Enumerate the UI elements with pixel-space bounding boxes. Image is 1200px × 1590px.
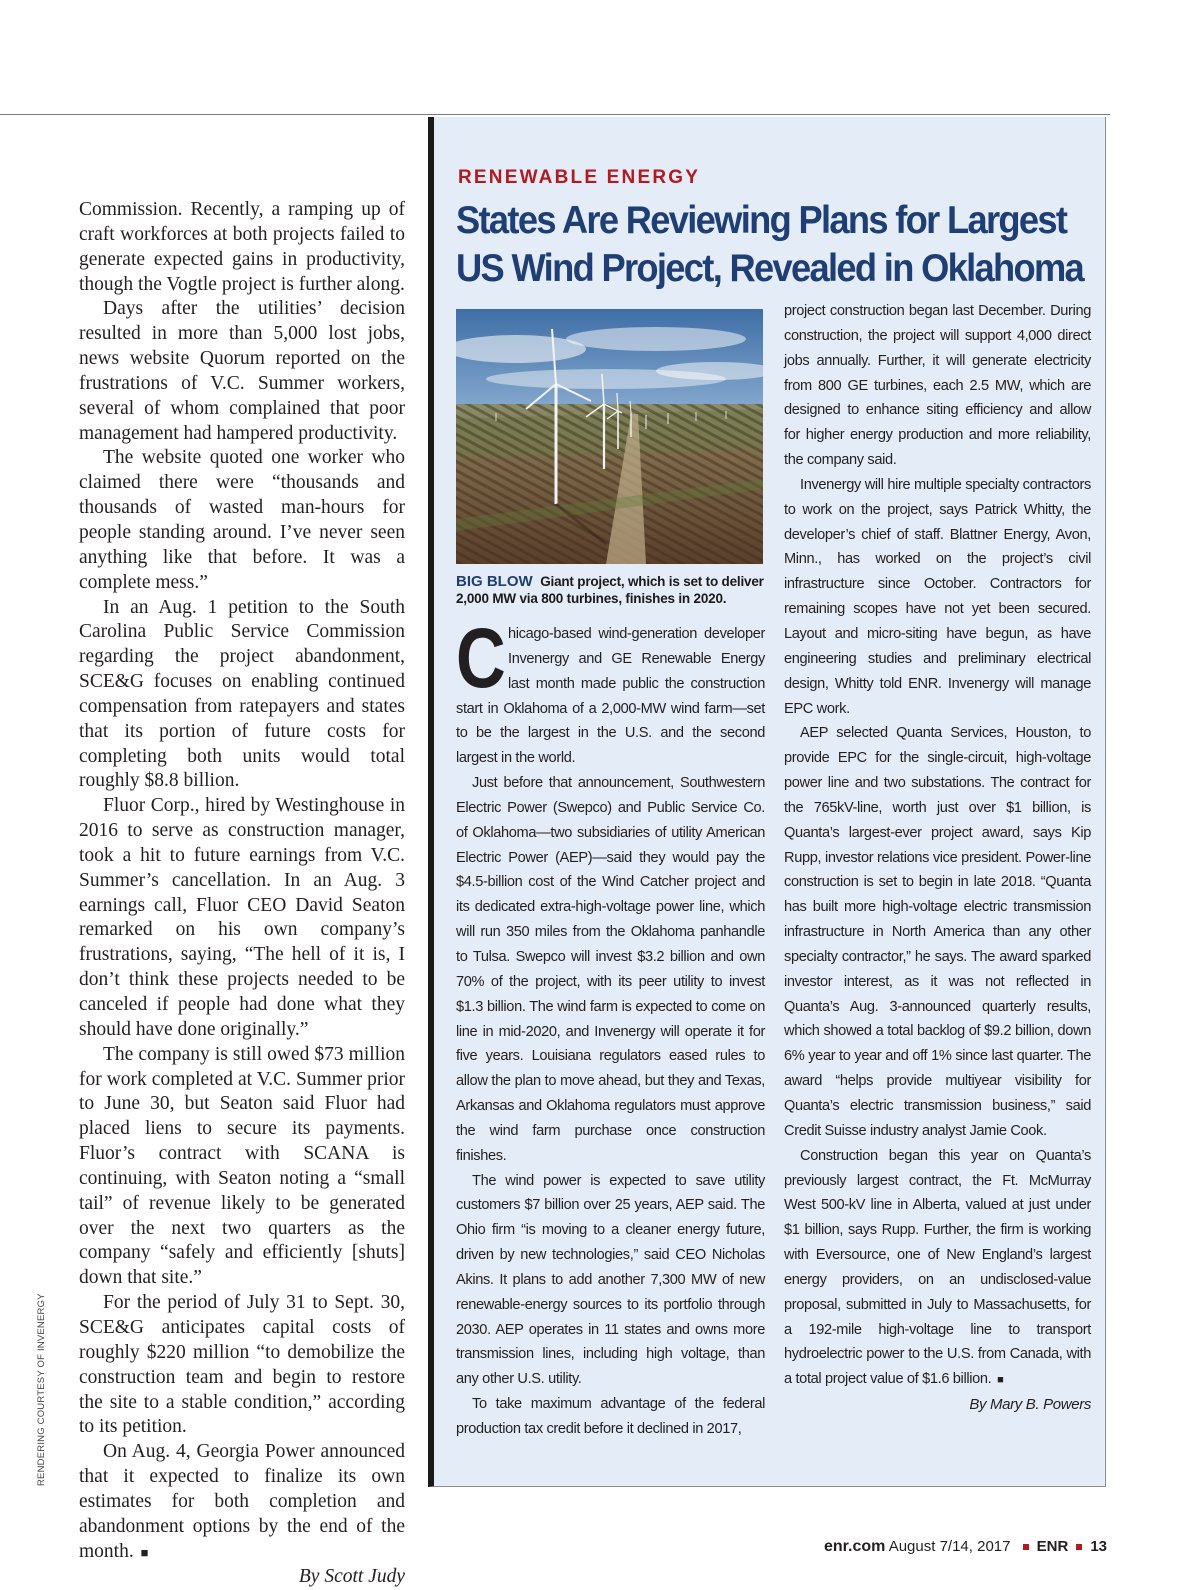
sidebar-paragraph-text: Construction began this year on Quanta’s previously largest contract, the Ft. McMurray West 500-kV line in Alberta, valued at just under $1 billion, says Rupp. Further, the firm is working with Eversource, one of New England’s largest energy providers, on an undisclosed-value proposal, submitted in July to Massachusetts, for a 192-mile high-voltage line to transport hydroelectric power to the U.S. from Canada, with a total project value of $1.6 billion. xyxy=(784,1147,1091,1388)
left-paragraph: For the period of July 31 to Sept. 30, SCE&G anticipates capital costs of roughly $220 million “to demobilize the construction team and begin to restore the site to a stable condition,” according to its petition. xyxy=(79,1292,405,1438)
sidebar-middle-column xyxy=(456,611,765,1442)
left-paragraph-text: On Aug. 4, Georgia Power announced that it expected to finalize its own estimates for both completion and abandonment options by the end of the month. xyxy=(79,1441,405,1562)
page-number: 13 xyxy=(1090,1538,1107,1555)
sidebar-paragraph: Just before that announcement, Southwestern Electric Power (Swepco) and Public Service Co. of Oklahoma—two subsidiaries of utility American Electric Power (AEP)—said they would pay the $4.5-billion cost of the Wind Catcher project and its dedicated extra-high-voltage power line, which will run 350 miles from the Oklahoma panhandle to Tulsa. Swepco will invest $3.2 billion and own 70% of the project, with its peer utility to invest $1.3 billion. The wind farm is expected to come on line in mid-2020, and Invenergy will operate it for five years. Louisiana regulators eased rules to allow the plan to move ahead, but they and Texas, Arkansas and Oklahoma regulators must approve the wind farm purchase once construction finishes. xyxy=(456,775,765,1164)
headline-line: US Wind Project, Revealed in Oklahoma xyxy=(456,247,1084,290)
byline-sidebar: By Mary B. Powers xyxy=(969,1396,1091,1414)
sidebar-right-column xyxy=(784,299,1091,1418)
sidebar-paragraph: To take maximum advantage of the federal production tax credit before it declined in 2017, xyxy=(456,1396,765,1437)
wind-farm-photo xyxy=(456,309,763,564)
footer-brand: ENR xyxy=(1036,1538,1069,1555)
sidebar-paragraph: AEP selected Quanta Services, Houston, to provide EPC for the single-circuit, high-voltage power line and two substations. The contract for the 765kV-line, worth just over $1 billion, is Quanta’s largest-ever project award, says Kip Rupp, investor relations vice president. Power-line construction is set to begin in late 2018. “Quanta has built more high-voltage electric transmission infrastructure in North America than any other specialty contractor,” he says. The award sparked investor interest, as it was not reflected in Quanta’s Aug. 3-announced quarterly results, which showed a total backlog of $9.2 billion, down 6% year to year and off 1% since last quarter. The award “helps provide multiyear visibility for Quanta’s electric transmission business,” said Credit Suisse industry analyst Jamie Cook. xyxy=(784,725,1091,1139)
byline-left: By Scott Judy xyxy=(298,1566,405,1588)
caption-head: BIG BLOW xyxy=(456,573,533,590)
left-paragraph: Days after the utilities’ decision resulted in more than 5,000 lost jobs, news website Quorum reported on the frustrations of V.C. Summer workers, several of whom complained that poor management had hampered productivity. xyxy=(79,298,405,444)
wind-farm-illustration xyxy=(456,309,763,564)
sidebar-paragraph: Invenergy will hire multiple specialty contractors to work on the project, says Patrick Whitty, the developer’s chief of staff. Blattner Energy, Avon, Minn., has worked on the project’s civil infrastructure since October. Contractors for remaining scopes have not yet been secured. Layout and micro-siting have begun, as have engineering studies and preliminary electrical design, Whitty told ENR. Invenergy will manage EPC work. xyxy=(784,476,1091,717)
image-credit: RENDERING COURTESY OF INVENERGY xyxy=(36,1293,47,1486)
sidebar-paragraph: The wind power is expected to save utility customers $7 billion over 25 years, AEP said. The Ohio firm “is moving to a cleaner energy future, driven by new technologies,” said CEO Nicholas Akins. It plans to add another 7,300 MW of new renewable-energy sources to its portfolio through 2030. AEP operates in 11 states and owns more transmission lines, including high voltage, than any other U.S. utility. xyxy=(456,1172,765,1388)
left-paragraph: Fluor Corp., hired by Westinghouse in 2016 to serve as construction manager, took a hit to future earnings from V.C. Summer’s cancellation. In an Aug. 3 earnings call, Fluor CEO David Seaton remarked on his own company’s frustrations, saying, “The hell of it is, I don’t think these projects needed to be canceled if people had done what they should have done originally.” xyxy=(79,795,405,1040)
left-paragraph-last xyxy=(79,1440,405,1565)
left-paragraph: The website quoted one worker who claimed there were “thousands and thousands of wasted man-hours for people standing around. I’ve never seen anything like that before. It was a complete mess.” xyxy=(79,447,405,593)
left-paragraph: Commission. Recently, a ramping up of craft workforces at both projects failed to generate expected gains in productivity, though the Vogtle project is further along. xyxy=(79,199,405,295)
section-kicker: RENEWABLE ENERGY xyxy=(458,167,701,188)
caption-text: Giant project, which is set to deliver 2,000 MW via 800 turbines, finishes in 2020. xyxy=(456,574,764,606)
headline-line: States Are Reviewing Plans for Largest xyxy=(456,199,1067,242)
lead-text: hicago-based wind-generation developer Invenergy and GE Renewable Energy last month made public the construction start in Oklahoma of a 2,000-MW wind farm—set to be the largest in the U.S. and the second largest in the world. xyxy=(456,626,765,767)
left-paragraph: The company is still owed $73 million for work completed at V.C. Summer prior to June 30, but Seaton said Fluor had placed liens to secure its payments. Fluor’s contract with SCANA is continuing, with Seaton noting a “small tail” of revenue likely to be generated over the next two quarters as the company “safely and efficiently [shuts] down that site.” xyxy=(79,1043,405,1289)
end-mark-icon: ■ xyxy=(140,1544,149,1560)
square-bullet-icon xyxy=(1023,1544,1029,1550)
sidebar-paragraph: project construction began last December. During construction, the project will support 4,000 direct jobs annually. Further, it will generate electricity from 800 GE turbines, each 2.5 MW, which are designed to enhance siting efficiency and allow for higher energy production and more reliability, the company said. xyxy=(784,303,1091,469)
drop-cap: C xyxy=(456,611,506,705)
headline xyxy=(456,197,1084,293)
footer-site: enr.com xyxy=(824,1538,886,1555)
page-footer xyxy=(824,1538,1107,1556)
end-mark-icon: ■ xyxy=(997,1374,1004,1387)
left-paragraph: In an Aug. 1 petition to the South Carolina Public Service Commission regarding the project abandonment, SCE&G focuses on enabling continued compensation from ratepayers and states that its portion of future costs for completing both units would total roughly $8.8 billion. xyxy=(79,596,405,792)
square-bullet-icon xyxy=(1076,1544,1082,1550)
sidebar-box xyxy=(428,117,1106,1487)
top-rule xyxy=(0,114,1110,115)
sidebar-paragraph-last xyxy=(784,1144,1091,1393)
footer-date: August 7/14, 2017 xyxy=(888,1538,1011,1555)
lead-paragraph xyxy=(456,611,765,771)
left-article-column xyxy=(79,198,405,1590)
photo-caption xyxy=(456,573,766,607)
